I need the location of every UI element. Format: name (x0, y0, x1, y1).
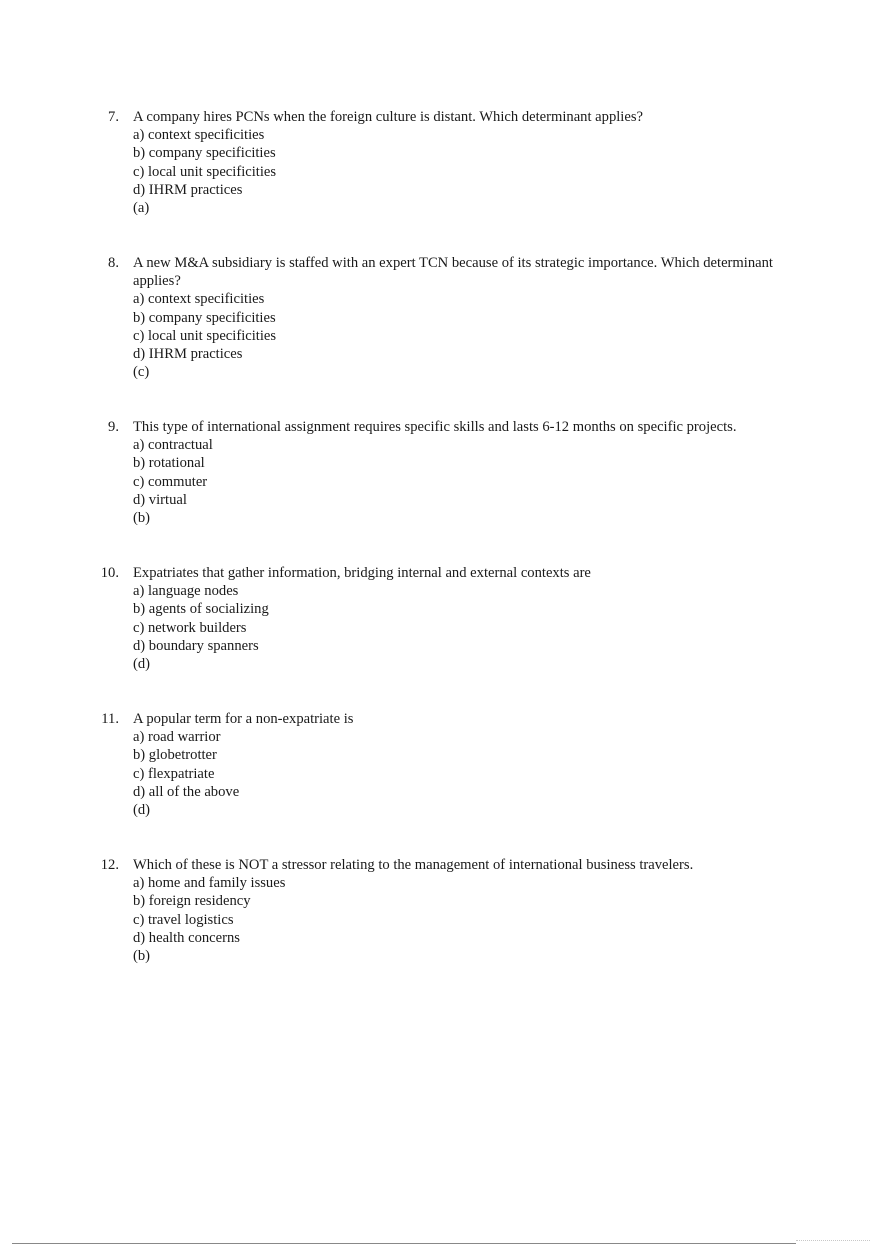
option-d: d) health concerns (133, 929, 240, 946)
option-a: a) context specificities (133, 291, 265, 308)
question-number: 7. (108, 109, 119, 125)
option-b: b) foreign residency (133, 893, 251, 910)
option-b: b) rotational (133, 455, 205, 472)
question-body (133, 418, 833, 527)
option-a: a) road warrior (133, 729, 221, 746)
option-d: d) virtual (133, 491, 187, 508)
answer-key: (c) (133, 364, 150, 381)
question-body (133, 254, 773, 381)
question-text: Expatriates that gather information, bridging internal and external contexts are (133, 565, 591, 581)
option-d: d) boundary spanners (133, 637, 259, 654)
option-b: b) globetrotter (133, 747, 217, 764)
answer-key: (d) (133, 802, 151, 819)
option-c: c) commuter (133, 473, 208, 490)
option-b: b) agents of socializing (133, 601, 269, 618)
option-c: c) local unit specificities (133, 327, 277, 344)
answer-key: (b) (133, 948, 151, 965)
option-c: c) travel logistics (133, 911, 234, 928)
question-number: 10. (100, 565, 119, 581)
question-number: 12. (100, 857, 119, 873)
answer-key: (b) (133, 510, 151, 527)
option-c: c) local unit specificities (133, 163, 277, 180)
option-b: b) company specificities (133, 309, 276, 326)
option-c: c) flexpatriate (133, 765, 215, 782)
footer-divider (12, 1243, 796, 1244)
question-number: 11. (101, 711, 119, 727)
question-text: This type of international assignment requires specific skills and lasts 6-12 months on specific projects. (133, 419, 737, 435)
option-d: d) IHRM practices (133, 181, 243, 198)
option-a: a) contractual (133, 437, 213, 454)
question-text: A popular term for a non-expatriate is (133, 711, 354, 727)
question-number: 8. (108, 255, 119, 271)
answer-key: (a) (133, 200, 150, 217)
option-a: a) home and family issues (133, 875, 286, 892)
question-body (133, 710, 773, 819)
option-d: d) IHRM practices (133, 346, 243, 363)
option-b: b) company specificities (133, 145, 276, 162)
option-c: c) network builders (133, 619, 247, 636)
option-d: d) all of the above (133, 783, 240, 800)
question-text: Which of these is NOT a stressor relating to the management of international business travelers. (133, 857, 694, 873)
option-a: a) language nodes (133, 583, 239, 600)
footer-divider-tail (796, 1240, 870, 1245)
question-text: A company hires PCNs when the foreign culture is distant. Which determinant applies? (133, 109, 643, 125)
option-a: a) context specificities (133, 127, 265, 144)
question-body (133, 108, 773, 217)
question-text: A new M&A subsidiary is staffed with an expert TCN because of its strategic importance. Which determinant applies? (133, 255, 773, 290)
answer-key: (d) (133, 656, 151, 673)
question-number: 9. (108, 419, 119, 435)
question-body (133, 856, 833, 965)
question-body (133, 564, 773, 673)
